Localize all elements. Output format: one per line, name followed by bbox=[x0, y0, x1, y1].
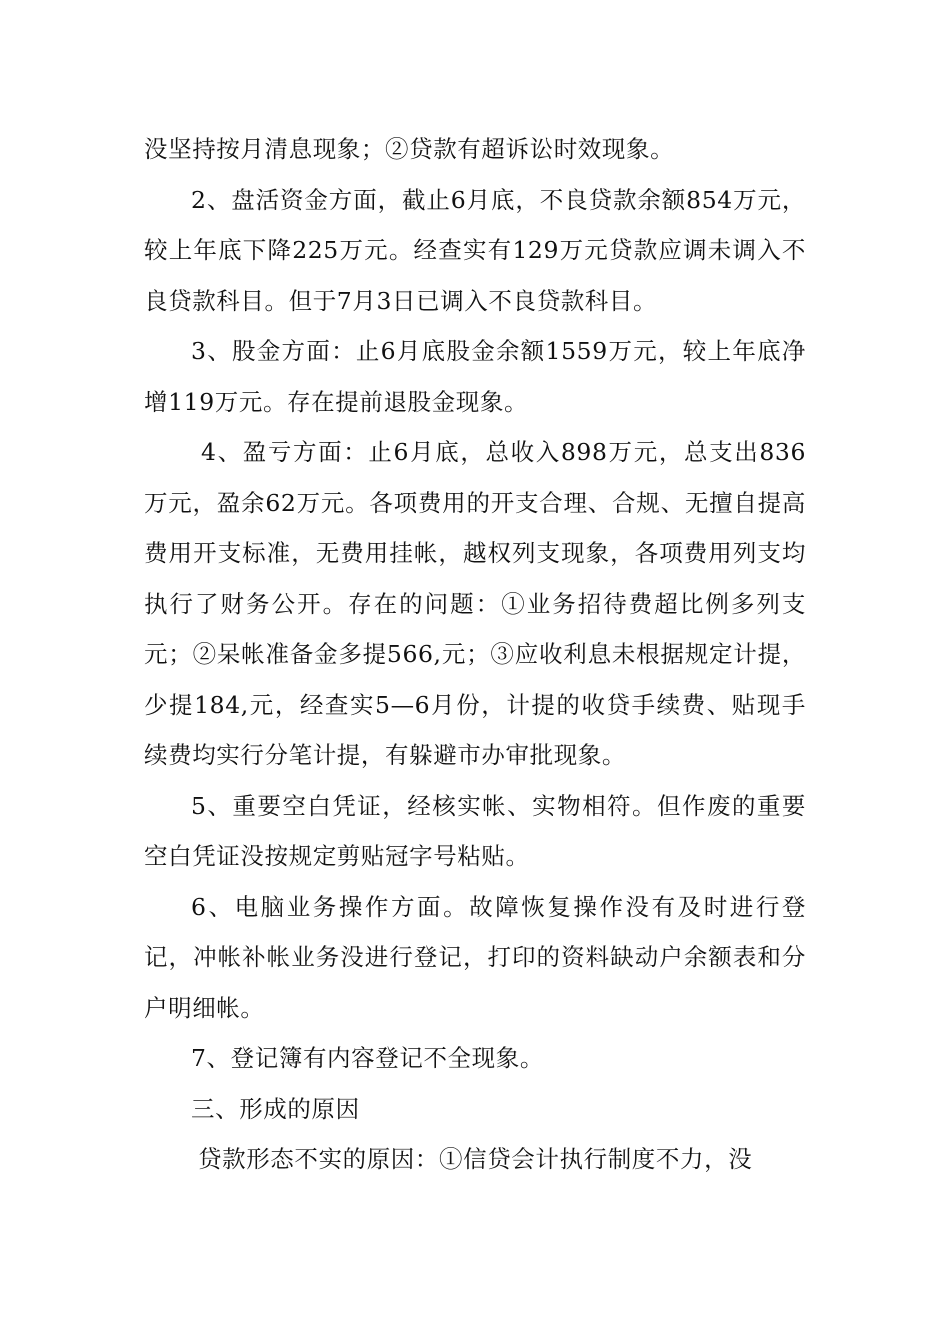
document-body bbox=[144, 124, 806, 1185]
paragraph-item-7: 7、登记簿有内容登记不全现象。 bbox=[191, 1044, 544, 1072]
paragraph-item-3: 3、股金方面：止6月底股金余额1559万元，较上年底净增119万元。存在提前退股金现象。 bbox=[144, 337, 806, 416]
paragraph-item-5: 5、重要空白凭证，经核实帐、实物相符。但作废的重要空白凭证没按规定剪贴冠字号粘贴。 bbox=[144, 791, 806, 870]
section-heading-causes: 三、形成的原因 bbox=[191, 1094, 360, 1123]
paragraph-item-2: 2、盘活资金方面，截止6月底，不良贷款余额854万元，较上年底下降225万元。经查实有129万元贷款应调未调入不良贷款科目。但于7月3日已调入不良贷款科目。 bbox=[144, 185, 806, 315]
paragraph-item-6: 6、电脑业务操作方面。故障恢复操作没有及时进行登记，冲帐补帐业务没进行登记，打印的资料缺动户余额表和分户明细帐。 bbox=[144, 892, 806, 1022]
paragraph-causes: 贷款形态不实的原因：①信贷会计执行制度不力，没 bbox=[198, 1145, 753, 1173]
paragraph-item-4: 4、盈亏方面：止6月底，总收入898万元，总支出836万元，盈余62万元。各项费用的开支合理、合规、无擅自提高费用开支标准，无费用挂帐，越权列支现象，各项费用列支均执行了财务公开。存在的问题：①业务招待费超比例多列支元；②呆帐准备金多提566,元；③应收利息未根据规定计提，少提184,元，经查实5—6月份，计提的收贷手续费、贴现手续费均实行分笔计提，有躲避市办审批现象。 bbox=[144, 438, 806, 769]
paragraph-continuation: 没坚持按月清息现象；②贷款有超诉讼时效现象。 bbox=[144, 135, 675, 163]
